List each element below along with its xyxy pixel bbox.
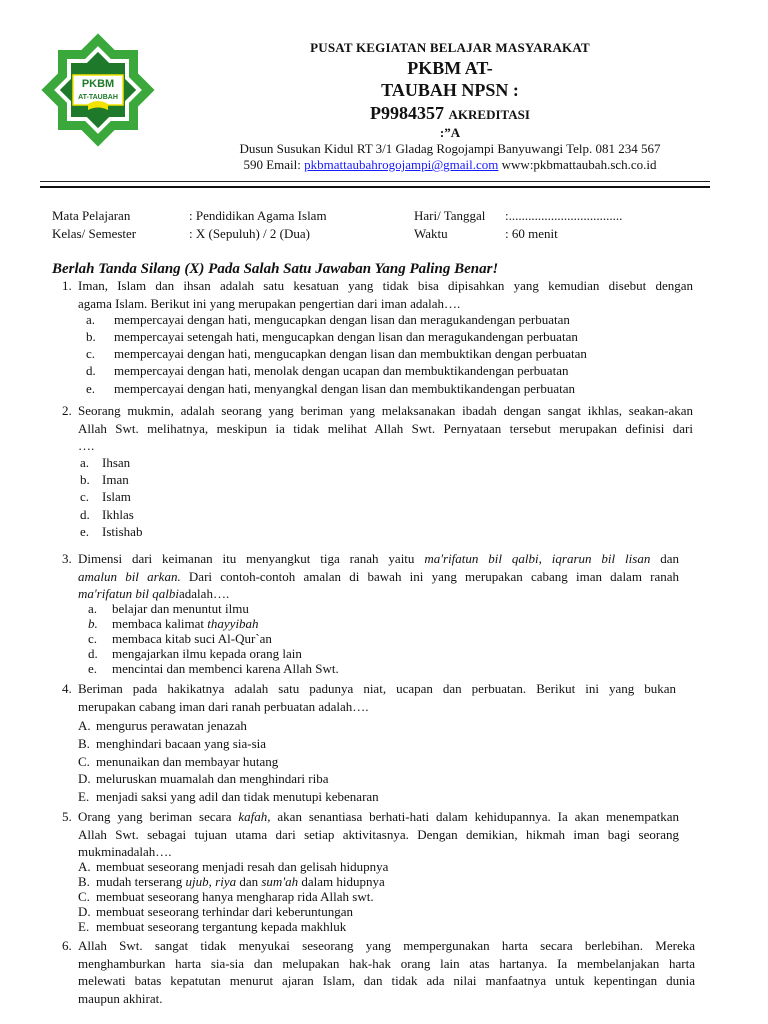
question-5 (62, 808, 679, 861)
phone-tail: 590 Email: (243, 157, 301, 172)
option-text: mempercayai dengan hati, menyangkal dengan lisan dan membuktikandengan perbuatan (114, 381, 575, 396)
question-text-italic: kafah, (238, 809, 271, 824)
question-number: 6. (62, 938, 72, 953)
option-label: e. (86, 381, 96, 396)
option-text: Iman (102, 472, 129, 487)
time-value: : 60 menit (505, 226, 558, 241)
option-text (112, 616, 259, 632)
header-divider-thick (40, 186, 710, 188)
question-number: 1. (62, 278, 72, 293)
question-text: Dimensi dari keimanan itu menyangkut tiga ranah yaitu (78, 551, 415, 566)
option-label: b. (88, 616, 98, 631)
question-3 (62, 550, 680, 603)
option-label: a. (86, 312, 96, 327)
subject-label: Mata Pelajaran (52, 208, 131, 223)
option-label: E. (78, 919, 90, 934)
header-npsn (190, 103, 710, 124)
question-line (78, 808, 679, 826)
npsn-number: P9984357 (370, 103, 445, 123)
option-label: b. (86, 329, 96, 344)
akreditasi-label: AKREDITASI (448, 107, 530, 122)
option-text: mengajarkan ilmu kepada orang lain (112, 646, 302, 661)
option-text: Ikhlas (102, 507, 134, 522)
option-label: B. (78, 874, 90, 889)
question-6 (62, 937, 695, 1007)
option-text: membuat seseorang menjadi resah dan gelisah hidupnya (96, 859, 389, 874)
option-label: a. (88, 601, 98, 616)
option-text: membaca kitab suci Al-Qur`an (112, 631, 272, 646)
question-line: mukminadalah…. (78, 844, 172, 860)
time-label: Waktu (414, 226, 448, 241)
option-label: C. (78, 889, 90, 904)
option-label: C. (78, 754, 90, 769)
question-number: 5. (62, 809, 72, 824)
question-number: 3. (62, 551, 72, 566)
question-line: …. (78, 438, 95, 454)
option-label: d. (88, 646, 98, 661)
option-text: mempercayai dengan hati, menolak dengan ucapan dan membuktikandengan perbuatan (114, 363, 569, 378)
option-text (96, 874, 385, 890)
day-label: Hari/ Tanggal (414, 208, 486, 223)
header-contact (190, 157, 710, 173)
option-label: D. (78, 771, 91, 786)
option-label: e. (88, 661, 98, 676)
akreditasi-value: :”A (439, 125, 461, 140)
class-value: : X (Sepuluh) / 2 (Dua) (189, 226, 310, 241)
option-text: membuat seseorang hanya mengharap rida Allah swt. (96, 889, 374, 904)
question-text: dan (660, 551, 680, 566)
option-label: d. (80, 507, 90, 522)
option-text: meluruskan muamalah dan menghindari riba (96, 771, 329, 786)
question-line (78, 568, 679, 586)
question-1 (62, 277, 693, 312)
header-organization: PUSAT KEGIATAN BELAJAR MASYARAKAT (310, 40, 590, 55)
option-label: E. (78, 789, 90, 804)
option-text: menghindari bacaan yang sia-sia (96, 736, 267, 751)
option-text: mempercayai dengan hati, mengucapkan dengan lisan dan meragukandengan perbuatan (114, 312, 570, 327)
question-4 (62, 680, 676, 715)
option-label: A. (78, 718, 91, 733)
header-name-line1: PKBM AT- (407, 58, 493, 78)
question-2 (62, 402, 693, 455)
question-line: Allah Swt. melihatnya, meskipun ia tidak melihat Allah Swt. Pernyataan tersebut merupakan definisi dari (78, 420, 693, 436)
email-link[interactable]: pkbmattaubahrogojampi@gmail.com (304, 157, 499, 172)
class-label: Kelas/ Semester (52, 226, 137, 241)
option-text: Istishab (102, 524, 143, 539)
header-address: Dusun Susukan Kidul RT 3/1 Gladag Rogojampi Banyuwangi Telp. 081 234 567 (239, 141, 661, 156)
option-text-part: membaca kalimat (112, 616, 205, 631)
question-line: Beriman pada hakikatnya adalah satu padunya niat, ucapan dan perbuatan. Berikut ini yang bukan (78, 681, 676, 696)
option-label: e. (80, 524, 90, 539)
option-text: Islam (102, 489, 131, 504)
option-text: membuat seseorang tergantung kepada makhluk (96, 919, 347, 934)
option-text: menunaikan dan membayar hutang (96, 754, 279, 769)
question-line: merupakan cabang iman dari ranah perbuatan adalah…. (78, 698, 369, 714)
website-text: www:pkbmattaubah.sch.co.id (501, 157, 657, 172)
instruction: Berlah Tanda Silang (X) Pada Salah Satu Jawaban Yang Paling Benar! (52, 261, 499, 277)
question-line: menghamburkan harta sia-sia dan melupakan hak-hak orang lain atas hartanya. Ia membelanjakan harta (78, 955, 695, 971)
question-line: Allah Swt. sebagai tujuan utama dari setiap aktivitasnya. Dengan demikian, hikmah iman bagi seorang (78, 826, 679, 842)
day-value: :................................... (505, 208, 623, 223)
option-text-italic: thayyibah (207, 616, 259, 631)
header-divider-thin (40, 181, 710, 182)
question-text: akan senantiasa berhati-hati dalam kehidupannya. Ia akan menempatkan (277, 809, 679, 824)
question-line: Iman, Islam dan ihsan adalah satu kesatuan yang tidak bisa dipisahkan yang kemudian disebut dengan (78, 278, 693, 293)
question-line: agama Islam. Berikut ini yang merupakan pengertian dari iman adalah…. (78, 295, 461, 311)
option-label: D. (78, 904, 91, 919)
pkbm-logo (40, 32, 156, 148)
option-text: mempercayai dengan hati, mengucapkan dengan lisan dan membuktikan dengan perbuatan (114, 346, 587, 361)
question-text: Dari contoh-contoh amalan di bawah ini yang merupakan cabang iman dalam ranah (188, 568, 680, 584)
option-label: c. (86, 346, 96, 361)
option-text: menjadi saksi yang adil dan tidak menutupi kebenaran (96, 789, 379, 804)
option-label: c. (80, 489, 90, 504)
question-line: melewati batas kepatutan menurut ajaran Islam, dan tidak ada nilai manfaatnya untuk kepentingan dunia (78, 973, 695, 989)
question-text: Orang yang beriman secara (78, 809, 232, 824)
option-text: mengurus perawatan jenazah (96, 718, 247, 733)
option-text-part: dalam hidupnya (301, 874, 385, 889)
question-text-italic: ma'rifatun bil qalbi (78, 586, 180, 602)
option-text: mencintai dan membenci karena Allah Swt. (112, 661, 339, 676)
option-label: B. (78, 736, 90, 751)
question-text-italic: ma'rifatun bil qalbi, iqrarun bil lisan (424, 551, 651, 566)
option-label: b. (80, 472, 90, 487)
option-text: membuat seseorang terhindar dari keberuntungan (96, 904, 354, 919)
header-name-line2: TAUBAH NPSN : (381, 80, 519, 100)
logo-text-pkbm: PKBM (81, 78, 115, 90)
option-text-part: mudah terserang (96, 874, 183, 889)
subject-value: : Pendidikan Agama Islam (189, 208, 327, 223)
option-label: d. (86, 363, 96, 378)
logo-text-attaubah: AT-TAUBAH (78, 94, 118, 101)
option-text: mempercayai setengah hati, mengucapkan dengan lisan dan meragukandengan perbuatan (114, 329, 578, 344)
option-label: A. (78, 859, 91, 874)
question-line: maupun akhirat. (78, 990, 163, 1006)
question-line (78, 550, 679, 568)
question-text: adalah…. (179, 586, 230, 602)
question-text-italic: amalun bil arkan. (78, 568, 181, 584)
option-text: Ihsan (102, 455, 131, 470)
option-text-italic: ujub, riya (185, 874, 237, 889)
option-text-italic: sum'ah (261, 874, 299, 889)
option-text: belajar dan menuntut ilmu (112, 601, 249, 616)
option-label: a. (80, 455, 90, 470)
question-line: Seorang mukmin, adalah seorang yang beriman yang melaksanakan ibadah dengan sangat ikhlas, seakan-akan (78, 403, 693, 418)
question-number: 4. (62, 681, 72, 696)
question-number: 2. (62, 403, 72, 418)
option-text-part: dan (239, 874, 259, 889)
option-label: c. (88, 631, 98, 646)
question-line: Allah Swt. sangat tidak menyukai seseorang yang mempergunakan harta secara berlebihan. Mereka (78, 938, 695, 953)
